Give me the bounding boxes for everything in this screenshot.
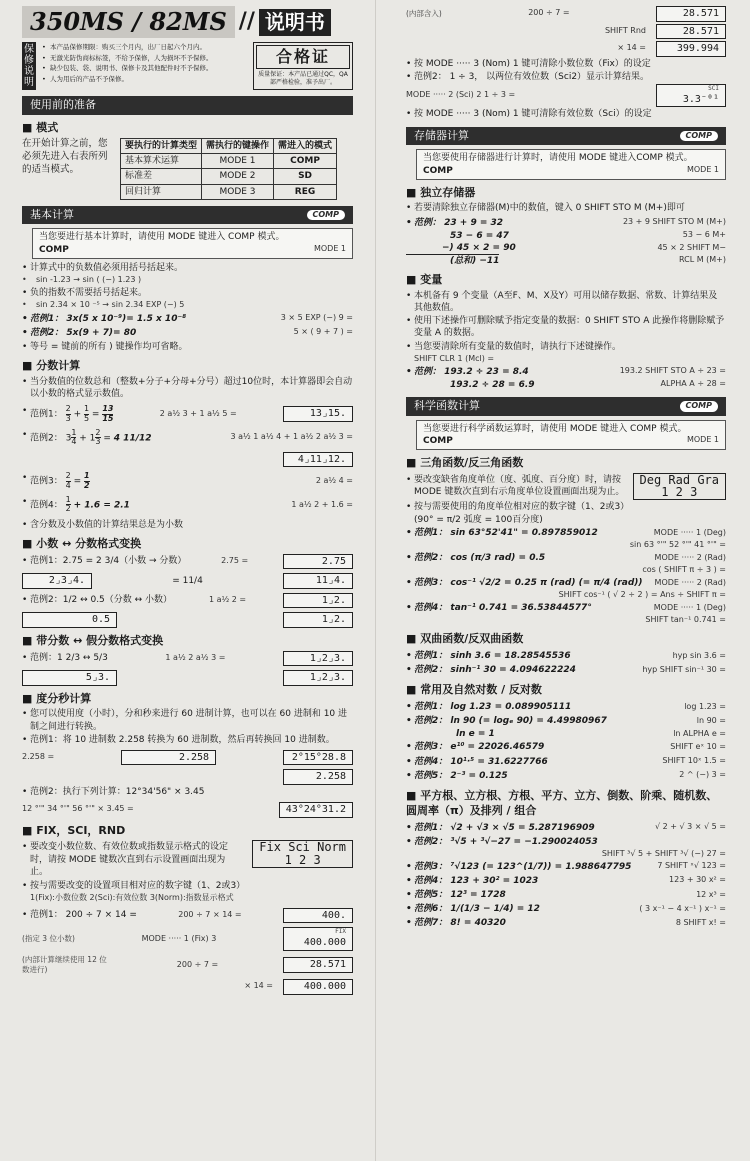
lcd-display: SCI 3.3⁻⁰¹ (656, 84, 726, 108)
manual-title: 说明书 (259, 9, 331, 36)
mode-table (120, 138, 337, 200)
key-sequence: 3 a½ 1 a½ 4 + 1 a½ 2 a½ 3 = (230, 432, 353, 442)
memory-note: 当您要使用存储器进行计算时，请使用 MODE 键进入COMP 模式。 COMP MODE 1 (416, 149, 726, 179)
internal-note: (内部含入) (406, 8, 442, 18)
lcd-display: 28.571 (656, 6, 726, 22)
lcd-display: 43°24°31.2 (279, 802, 353, 818)
key-sequence: SHIFT tan⁻¹ 0.741 = (645, 615, 726, 625)
basic-example-line: • sin 2.34 × 10 ⁻⁵ → sin 2.34 EXP (−) 5 (22, 300, 353, 311)
log-example: ln e = 1 (456, 729, 495, 740)
power-example: • 范例4： 123 + 30² = 1023 (406, 875, 538, 887)
table-row: 标准差 MODE 2 SD (121, 169, 337, 184)
fix-options: 1(Fix):小数位数 2(Sci):有效位数 3(Norm):指数显示格式 (30, 892, 234, 902)
fraction-note: • 含分数及小数值的计算结果总是为小数 (22, 519, 353, 531)
dms-example: • 范例2：执行下列计算：12°34'56" × 3.45 (22, 786, 353, 798)
variables-example: • 范例： 193.2 ÷ 23 = 8.4 (406, 366, 529, 378)
key-sequence: 2 a½ 4 = (315, 475, 353, 485)
lcd-display: 400.000 (283, 979, 353, 995)
lcd-display: 13⌟15. (283, 406, 353, 422)
model-title: 350MS / 82MS (22, 6, 235, 38)
power-example: • 范例7： 8! = 40320 (406, 917, 506, 929)
certificate-stamp (253, 42, 353, 90)
log-example: • 范例2： ln 90 (= logₑ 90) = 4.49980967 (406, 715, 607, 727)
basic-example-line: • sin -1.23 → sin ( (−) 1.23 ) (22, 275, 353, 286)
basic-note: 当您要进行基本计算时，请使用 MODE 键进入 COMP 模式。 COMP MODE 1 (32, 228, 353, 258)
lcd-display: 28.571 (283, 957, 353, 973)
fraction-example: • 范例3： $\frac{2}{4}$ = $\frac{1}{2}$ (22, 472, 90, 490)
mode-text: 在开始计算之前，您必须先进入右表所列的适当模式。 (22, 138, 108, 175)
lcd-display: 1⌟2⌟3. (283, 651, 353, 667)
certificate-title: 合格证 (256, 45, 350, 69)
certificate-subtitle: 质量保证：本产品已通过QC，QA部严格检验，准予出厂。 (258, 70, 348, 87)
fix-menu-display: Fix Sci Norm 1 2 3 (252, 840, 353, 867)
lcd-display: FIX 400.000 (283, 927, 353, 951)
section-memory: 存储器计算 COMP (406, 127, 726, 146)
lcd-display: 11⌟4. (283, 573, 353, 589)
angle-unit-display: Deg Rad Gra 1 2 3 (633, 473, 726, 500)
lcd-display: 2.258 (283, 769, 353, 785)
fix-press: • 按与需要改变的设置项目相对应的数字键（1、2或3） (22, 880, 353, 892)
variables-text: • 本机备有 9 个变量（A至F、M、X及Y）可用以储存数据、常数、计算结果及其他数值。 (406, 290, 726, 314)
hyperbolic-example: • 范例1： sinh 3.6 = 18.28545536 (406, 650, 571, 662)
fraction-intro: • 当分数值的位数总和（整数+分子+分母+分号）超过10位时，本计算器即会自动以小数的格式显示数值。 (22, 376, 353, 400)
trig-example: • 范例1： sin 63°52'41" = 0.897859012 (406, 527, 598, 539)
hyperbolic-example: • 范例2： sinh⁻¹ 30 = 4.094622224 (406, 664, 576, 676)
science-note: 当您要进行科学函数运算时，请使用 MODE 键进入 COMP 模式。 COMP MODE 1 (416, 420, 726, 450)
warranty-tag: 保修说明 (24, 44, 34, 89)
dms-example: • 范例1：将 10 进制数 2.258 转换为 60 进制数，然后再转换回 10 进制数。 (22, 734, 353, 746)
lcd-display: 400. (283, 908, 353, 924)
left-column: 350MS / 82MS // 说明书 保修说明 • 本产品保修期限：购买三个月内，出厂日起六个月内。 • 无激光防伪商标标签，不给予保修，人为损坏不予保修。 • 缺少包装、袋、说明书、保修卡及其他配件时不予保修。 • 人为用后的产品不予保修。 合格证 质量保证：本产品已通过QC，QA部严格检验，准予出厂。 使用前的准备 ■ 模式 在开始计算之前，您必须先进入右表所列的适当模式。 要执行的计算类型 需执行的键操作 需进入的模式 基本算术运算 MODE 1 COMP 标准差 MODE 2 SD 回归计算 MODE 3 REG 基本计算 COMP 当您要进行基本计算时，请使用 MODE 键进入 COMP 模式。 COMP MODE 1 • 计算式中的负数值必须用括号括起来。 • sin -1.23 → sin ( (−) 1.23 ) • 负的指数不需要括号括起来。 • sin 2.34 × 10 ⁻⁵ → sin 2.34 EXP (−) 5 • 范例1： 3x(5 x 10⁻⁹)= 1.5 x 10⁻⁸ 3 × 5 EXP (−) 9 = • 范例2： 5x(9 + 7)= 80 5 × ( 9 + 7 ) = • 等号 = 键前的所有 ) 键操作均可省略。 ■ 分数计算 • 当分数值的位数总和（整数+分子+分母+分号）超过10位时，本计算器即会自动以小数的格式显示数值。 • 范例1： $\frac{2}{3}$ + $\frac{1}{5}$ = $\frac{13}{15}$ 2 a½ 3 + 1 a½ 5 = 13⌟15. • 范例2： 3 $\frac{1}{4}$ + 1 $\frac{2}{3}$ = 4 11/12 3 a½ 1 a½ 4 + 1 a½ 2 a½ 3 = 4⌟11⌟12. • 范例3： $\frac{2}{4}$ = $\frac{1}{2}$ 2 a½ 4 = • 范例4： $\frac{1}{2}$ + 1.6 = 2.1 1 a½ 2 + 1.6 = • 含分数及小数值的计算结果总是为小数 ■ 小数 ↔ 分数格式变换 • 范例1：2.75 = 2 3/4（小数 → 分数） 2.75 = 2.75 2⌟3⌟4. = 11/4 11⌟4. • 范例2：1/2 ↔ 0.5（分数 ↔ 小数） 1 a½ 2 = 1⌟2. 0.5 1⌟2. ■ 带分数 ↔ 假分数格式变换 • 范例：1 2/3 ↔ 5/3 1 a½ 2 a½ 3 = 1⌟2⌟3. 5⌟3. 1⌟2⌟3. ■ 度分秒计算 • 您可以使用度（小时），分和秒来进行 60 进制计算，也可以在 60 进制和 10 进制之间进行转换。 • 范例1：将 10 进制数 2.258 转换为 60 进制数，然后再转换回 10 进制数。 2.258 = 2.258 2°15°28.8 2.258 • 范例2：执行下列计算：12°34'56" × 3.45 12 °'" 34 °'" 56 °'" × 3.45 = 43°24°31.2 ■ FIX，SCI，RND • 要改变小数位数、有效位数或指数显示格式的设定时，请按 MODE 键数次直到右示设置画面出现为止。 Fix Sci Norm 1 2 3 • 按与需要改变的设置项目相对应的数字键（1、2或3） 1(Fix):小数位数 2(Sci):有效位数 3(Norm):指数显示格式 • 范例1： 200 ÷ 7 × 14 = 200 ÷ 7 × 14 = 400. (指定 3 位小数) MODE ····· 1 (Fix) 3 FIX 400.000 (内部计算继续使用 12 位数进行) 200 ÷ 7 = 28.571 × 14 = 400.000 (0, 0, 375, 1161)
independent-memory-heading: ■ 独立存储器 (406, 186, 726, 201)
warranty-list (42, 42, 245, 90)
key-sequence: SHIFT cos⁻¹ ( √ 2 ÷ 2 ) = Ans ÷ SHIFT π = (558, 590, 726, 600)
key-sequence: 5 × ( 9 + 7 ) = (293, 327, 353, 337)
right-column: (内部含入) 200 ÷ 7 = 28.571 SHIFT Rnd 28.571 × 14 = 399.994 • 按 MODE ····· 3 (Nom) 1 键可清除小数位数（Fix）的设定 • 范例2： 1 ÷ 3， 以两位有效位数（Sci2）显示计算结果。 MODE ····· 2 (Sci) 2 1 ÷ 3 = SCI 3.3⁻⁰¹ • 按 MODE ····· 3 (Nom) 1 键可清除有效位数（Sci）的设定 存储器计算 COMP 当您要使用存储器进行计算时，请使用 MODE 键进入COMP 模式。 COMP MODE 1 ■ 独立存储器 • 若要清除独立存储器(M)中的数值，键入 0 SHIFT STO M (M+)即可 • 范例： 23 + 9 = 32 23 + 9 SHIFT STO M (M+) 53 − 6 = 47 53 − 6 M+ −) 45 × 2 = 90 45 × 2 SHIFT M− (总和) −11 RCL M (M+) ■ 变量 • 本机备有 9 个变量（A至F、M、X及Y）可用以储存数据、常数、计算结果及其他数值。 • 使用下述操作可删除赋予指定变量的数据：0 SHIFT STO A 此操作将删除赋予变量 A 的数据。 • 当您要清除所有变量的数值时，请执行下述键操作。 SHIFT CLR 1 (Mcl) = • 范例： 193.2 ÷ 23 = 8.4 193.2 SHIFT STO A ÷ 23 = 193.2 ÷ 28 = 6.9 ALPHA A ÷ 28 = 科学函数计算 COMP 当您要进行科学函数运算时，请使用 MODE 键进入 COMP 模式。 COMP MODE 1 ■ 三角函数/反三角函数 • 要改变缺省角度单位（度、弧度、百分度）时，请按 MODE 键数次直到右示角度单位设置画面出现为止。 Deg Rad Gra 1 2 3 • 按与需要使用的角度单位相对应的数字键（1、2或3） (90° = π/2 弧度 = 100百分度) • 范例1： sin 63°52'41" = 0.897859012 MODE ····· 1 (Deg) sin 63 °'" 52 °'" 41 °'" = • 范例2： cos (π/3 rad) = 0.5 MODE ····· 2 (Rad) cos ( SHIFT π ÷ 3 ) = • 范例3： cos⁻¹ √2/2 = 0.25 π (rad) (= π/4 (rad)) MODE ····· 2 (Rad) SHIFT cos⁻¹ ( √ 2 ÷ 2 ) = Ans ÷ SHIFT π = • 范例4： tan⁻¹ 0.741 = 36.53844577° MODE ····· 1 (Deg) SHIFT tan⁻¹ 0.741 = ■ 双曲函数/反双曲函数 • 范例1： sinh 3.6 = 18.28545536 hyp sin 3.6 = • 范例2： sinh⁻¹ 30 = 4.094622224 hyp SHIFT sin⁻¹ 30 = ■ 常用及自然对数 / 反对数 • 范例1： log 1.23 = 0.089905111 log 1.23 = • 范例2： ln 90 (= logₑ 90) = 4.49980967 ln 90 = ln e = 1 ln ALPHA e = • 范例3： e¹⁰ = 22026.46579 SHIFT eˣ 10 = • 范例4： 10¹·⁵ = 31.6227766 SHIFT 10ˣ 1.5 = • 范例5： 2⁻³ = 0.125 2 ^ (−) 3 = ■ 平方根、立方根、方根、平方、立方、倒数、阶乘、随机数、圆周率（π）及排列 / 组合 • 范例1： √2 + √3 × √5 = 5.287196909 √ 2 + √ 3 × √ 5 = • 范例2： ³√5 + ³√−27 = −1.290024053 SHIFT ³√ 5 + SHIFT ³√ (−) 27 = • 范例3： ⁷√123 (= 123^(1/7)) = 1.988647795 7 SHIFT ˣ√ 123 = • 范例4： 123 + 30² = 1023 123 + 30 x² = • 范例5： 12³ = 1728 12 x³ = • 范例6： 1/(1/3 − 1/4) = 12 ( 3 x⁻¹ − 4 x⁻¹ ) x⁻¹ = • 范例7： 8! = 40320 8 SHIFT x! = (375, 0, 750, 1161)
key-sequence: sin 63 °'" 52 °'" 41 °'" = (629, 540, 726, 550)
warranty-block (22, 42, 245, 90)
memory-example: • 范例： 23 + 9 = 32 (406, 217, 503, 229)
lcd-display: 2.258 (121, 750, 216, 766)
fraction-example: • 范例4： $\frac{1}{2}$ + 1.6 = 2.1 (22, 496, 130, 514)
trig-text: • 按与需要使用的角度单位相对应的数字键（1、2或3） (406, 501, 726, 513)
trig-text: (90° = π/2 弧度 = 100百分度) (414, 515, 543, 526)
power-heading: ■ 平方根、立方根、方根、平方、立方、倒数、阶乘、随机数、圆周率（π）及排列 / 组合 (406, 789, 726, 819)
lcd-display: 28.571 (656, 24, 726, 40)
log-example: • 范例4： 10¹·⁵ = 31.6227766 (406, 756, 548, 768)
power-example: • 范例2： ³√5 + ³√−27 = −1.290024053 (406, 836, 726, 848)
fraction-example: • 范例2： 3 $\frac{1}{4}$ + 1 $\frac{2}{3}$ = 4 11/12 (22, 429, 152, 447)
dms-text: • 您可以使用度（小时），分和秒来进行 60 进制计算，也可以在 60 进制和 10 进制之间进行转换。 (22, 708, 353, 732)
conversion-example: • 范例2：1/2 ↔ 0.5（分数 ↔ 小数） (22, 594, 172, 606)
mixed-example: • 范例：1 2/3 ↔ 5/3 (22, 652, 108, 664)
table-row: 基本算术运算 MODE 1 COMP (121, 154, 337, 169)
sci-clear-note: • 按 MODE ····· 3 (Nom) 1 键可清除有效位数（Sci）的设定 (406, 108, 726, 120)
basic-example: • 范例1： 3x(5 x 10⁻⁹)= 1.5 x 10⁻⁸ (22, 313, 186, 325)
table-header-row: 要执行的计算类型 需执行的键操作 需进入的模式 (121, 139, 337, 154)
variables-text: • 使用下述操作可删除赋予指定变量的数据：0 SHIFT STO A 此操作将删除赋予变量 A 的数据。 (406, 315, 726, 339)
fix-text: • 要改变小数位数、有效位数或指数显示格式的设定时，请按 MODE 键数次直到右示设置画面出现为止。 (22, 841, 238, 877)
divider-mark: // (238, 9, 255, 35)
power-example: • 范例5： 12³ = 1728 (406, 889, 506, 901)
memory-example: (总和) −11 (406, 254, 499, 267)
log-heading: ■ 常用及自然对数 / 反对数 (406, 683, 726, 698)
lcd-display: 2⌟3⌟4. (22, 573, 92, 589)
warranty-item: • 人为用后的产品不予保修。 (42, 75, 245, 84)
lcd-display: 0.5 (22, 612, 117, 628)
log-example: • 范例3： e¹⁰ = 22026.46579 (406, 741, 544, 753)
lcd-display: 2°15°28.8 (283, 750, 353, 766)
trig-example: • 范例3： cos⁻¹ √2/2 = 0.25 π (rad) (= π/4 (rad)) (406, 577, 643, 589)
trig-example: • 范例2： cos (π/3 rad) = 0.5 (406, 552, 545, 564)
trig-heading: ■ 三角函数/反三角函数 (406, 456, 726, 471)
trig-example: • 范例4： tan⁻¹ 0.741 = 36.53844577° (406, 602, 592, 614)
lcd-display: 4⌟11⌟12. (283, 452, 353, 468)
lcd-display: 5⌟3. (22, 670, 117, 686)
conversion-example: • 范例1：2.75 = 2 3/4（小数 → 分数） (22, 555, 186, 567)
basic-bullet: • 负的指数不需要括号括起来。 (22, 287, 353, 299)
variables-heading: ■ 变量 (406, 273, 726, 288)
memory-example: 53 − 6 = 47 (450, 230, 509, 241)
warranty-item: • 本产品保修期限：购买三个月内，出厂日起六个月内。 (42, 43, 245, 52)
warranty-item: • 缺少包装、袋、说明书、保修卡及其他配件时不予保修。 (42, 64, 245, 73)
conversion-heading: ■ 小数 ↔ 分数格式变换 (22, 537, 353, 552)
lcd-display: 2.75 (283, 554, 353, 570)
comp-badge: COMP (680, 131, 719, 142)
fix-heading: ■ FIX，SCI，RND (22, 824, 353, 839)
lcd-display: 1⌟2. (283, 593, 353, 609)
basic-example: • 范例2： 5x(9 + 7)= 80 (22, 327, 136, 339)
basic-bullet: • 计算式中的负数值必须用括号括起来。 (22, 262, 353, 274)
section-basic: 基本计算 COMP (22, 206, 353, 225)
fix-example: • 范例1： 200 ÷ 7 × 14 = (22, 909, 137, 921)
fraction-example: • 范例1： $\frac{2}{3}$ + $\frac{1}{5}$ = $\frac{13}{15}$ (22, 405, 113, 423)
variables-example: 193.2 ÷ 28 = 6.9 (450, 379, 535, 390)
key-sequence: SHIFT CLR 1 (Mcl) = (414, 353, 495, 363)
section-science: 科学函数计算 COMP (406, 397, 726, 416)
fix-note: (指定 3 位小数) (22, 933, 75, 943)
header (22, 6, 353, 38)
comp-badge: COMP (680, 401, 719, 412)
mixed-heading: ■ 带分数 ↔ 假分数格式变换 (22, 634, 353, 649)
power-example: • 范例1： √2 + √3 × √5 = 5.287196909 (406, 822, 595, 834)
key-sequence: 3 × 5 EXP (−) 9 = (280, 313, 353, 323)
fix-clear-note: • 按 MODE ····· 3 (Nom) 1 键可清除小数位数（Fix）的设定 (406, 58, 726, 70)
sci-example: • 范例2： 1 ÷ 3， 以两位有效位数（Sci2）显示计算结果。 (406, 71, 726, 83)
lcd-display: 1⌟2⌟3. (283, 670, 353, 686)
comp-badge: COMP (307, 210, 346, 221)
hyperbolic-heading: ■ 双曲函数/反双曲函数 (406, 632, 726, 647)
fix-note: (内部计算继续使用 12 位数进行) (22, 954, 107, 974)
lcd-display: 1⌟2. (283, 612, 353, 628)
trig-text: • 要改变缺省角度单位（度、弧度、百分度）时，请按 MODE 键数次直到右示角度单位设置画面出现为止。 (406, 474, 625, 498)
fraction-heading: ■ 分数计算 (22, 359, 353, 374)
key-sequence: cos ( SHIFT π ÷ 3 ) = (642, 565, 726, 575)
memory-example: −) 45 × 2 = 90 (442, 242, 516, 253)
independent-memory-text: • 若要清除独立存储器(M)中的数值，键入 0 SHIFT STO M (M+)即可 (406, 202, 726, 214)
log-example: • 范例5： 2⁻³ = 0.125 (406, 770, 508, 782)
key-sequence: 1 a½ 2 + 1.6 = (291, 499, 353, 509)
section-before-use: 使用前的准备 (22, 96, 353, 115)
lcd-display: 399.994 (656, 41, 726, 57)
power-example: • 范例3： ⁷√123 (= 123^(1/7)) = 1.988647795 (406, 861, 631, 873)
basic-bullet: • 等号 = 键前的所有 ) 键操作均可省略。 (22, 341, 353, 353)
table-row: 回归计算 MODE 3 REG (121, 184, 337, 199)
key-sequence: SHIFT ³√ 5 + SHIFT ³√ (−) 27 = (601, 848, 726, 858)
key-sequence: 2 a½ 3 + 1 a½ 5 = (159, 408, 237, 418)
log-example: • 范例1： log 1.23 = 0.089905111 (406, 701, 571, 713)
variables-text: • 当您要清除所有变量的数值时，请执行下述键操作。 (406, 341, 726, 353)
dms-heading: ■ 度分秒计算 (22, 692, 353, 707)
warranty-item: • 无激光防伪商标标签，不给予保修，人为损坏不予保修。 (42, 54, 245, 63)
power-example: • 范例6： 1/(1/3 − 1/4) = 12 (406, 903, 540, 915)
mode-heading: ■ 模式 (22, 121, 353, 136)
